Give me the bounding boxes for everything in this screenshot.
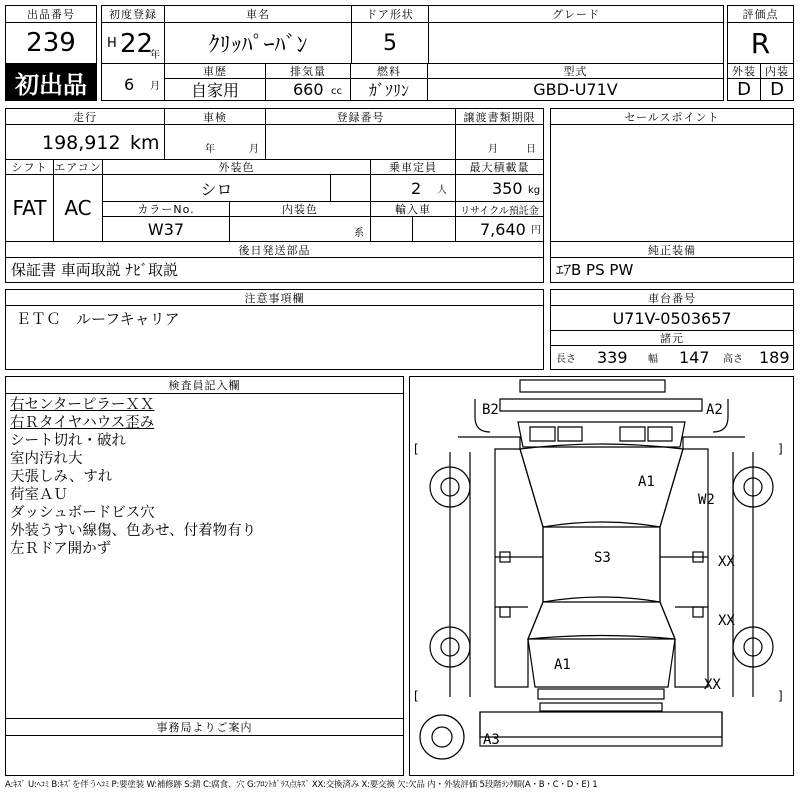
score-header: 評価点 (727, 5, 794, 23)
shift-header: シフト (5, 159, 54, 175)
color-number-header: カラーNo. (102, 201, 230, 217)
height-value: 189 (759, 348, 790, 367)
office-guidance-header: 事務局よりご案内 (5, 718, 404, 736)
seats-unit: 人 (437, 185, 447, 196)
notes-text: ＥＴＣ ルーフキャリア (16, 310, 180, 328)
notes (5, 305, 544, 370)
lot-number: 239 (5, 22, 97, 64)
history-header: 車歴 (164, 63, 266, 79)
color-number: W37 (102, 216, 230, 242)
registration-month: 6 (124, 75, 135, 94)
interior-grade-header: 内装 (760, 63, 794, 79)
damage-mark-a1: A1 (638, 474, 655, 490)
fuel-header: 燃料 (350, 63, 428, 79)
inspector-note: 左Ｒドア開かず (10, 541, 112, 557)
inspector-note: 荷室ＡＵ (10, 487, 68, 503)
genuine-equipment (550, 257, 794, 283)
car-name-header: 車名 (164, 5, 352, 23)
model-code: GBD-U71V (427, 78, 724, 101)
interior-grade: D (760, 78, 794, 101)
month-unit: 月 (150, 81, 160, 92)
inspector-notes-header: 検査員記入欄 (5, 376, 404, 394)
year-unit: 年 (150, 50, 160, 61)
damage-mark-xx: XX (718, 613, 735, 629)
first-registration-month (101, 63, 165, 101)
height-label: 高さ (723, 354, 743, 365)
exterior-color-extra (330, 174, 371, 202)
damage-mark-a1: A1 (554, 657, 571, 673)
shaken-expiry (164, 124, 266, 160)
damage-diagram (409, 376, 794, 776)
mileage-unit: km (130, 132, 160, 154)
ac: AC (53, 174, 103, 242)
office-guidance (5, 735, 404, 776)
legend: A:ｷｽﾞ U:ﾍｺﾐ B:ｷｽﾞを伴うﾍｺﾐ P:要塗装 W:補修跡 S:錆 C:腐食、穴 G:ﾌﾛﾝﾄｶﾞﾗｽ点ｷｽﾞ XX:交換済み X:要交換 欠:欠品 内・外装評価 5段階ﾗﾝｸ順(A・B・C・D・E) 1 (5, 780, 598, 790)
genuine-equipment-text: ｴｱB PS PW (556, 261, 634, 279)
door-type-header: ドア形状 (351, 5, 429, 23)
width-label: 幅 (648, 354, 658, 365)
mileage (5, 124, 165, 160)
transfer-day-unit: 日 (526, 144, 536, 155)
car-history: 自家用 (164, 78, 266, 101)
recycle-fee-value: 7,640 (480, 220, 526, 239)
era: H (107, 36, 117, 51)
import-car (370, 216, 413, 242)
car-outline-diagram (410, 377, 793, 775)
import-car-extra (412, 216, 456, 242)
max-load (455, 174, 544, 202)
max-load-header: 最大積載量 (455, 159, 544, 175)
width-value: 147 (679, 348, 710, 367)
first-listing-badge: 初出品 (5, 63, 97, 101)
later-parts-header: 後日発送部品 (5, 241, 544, 258)
later-parts (5, 257, 544, 283)
exterior-grade: D (727, 78, 761, 101)
car-name: ｸﾘｯﾊﾟｰﾊﾞﾝ (164, 22, 352, 64)
interior-color-header: 内装色 (229, 201, 371, 217)
later-parts-text: 保証書 車両取説 ﾅﾋﾞ取説 (11, 261, 179, 279)
shaken-year-unit: 年 (205, 144, 215, 155)
recycle-fee-unit: 円 (531, 225, 541, 236)
bracket-close: ] (778, 689, 783, 703)
displacement-unit: cc (331, 86, 342, 97)
interior-color (229, 216, 371, 242)
displacement (265, 78, 351, 101)
exterior-grade-header: 外装 (727, 63, 761, 79)
genuine-equipment-header: 純正装備 (550, 241, 794, 258)
door-type: 5 (351, 22, 429, 64)
damage-mark-b2: B2 (482, 402, 499, 418)
seats-value: 2 (411, 179, 422, 198)
fuel-type: ｶﾞｿﾘﾝ (350, 78, 428, 101)
bracket-open: [ (414, 689, 419, 703)
length-value: 339 (597, 348, 628, 367)
inspector-note: 右センターピラーＸＸ (10, 397, 155, 413)
length-label: 長さ (556, 354, 576, 365)
model-code-header: 型式 (427, 63, 724, 79)
grade-header: グレード (428, 5, 724, 23)
first-registration-header: 初度登録 (101, 5, 165, 23)
ac-header: エアコン (54, 161, 102, 174)
transfer-deadline (455, 124, 544, 160)
overall-score: R (727, 22, 794, 64)
bracket-close: ] (778, 442, 783, 456)
inspector-note: 室内汚れ大 (10, 451, 83, 467)
damage-mark-a3: A3 (483, 732, 500, 748)
exterior-color-header: 外装色 (102, 159, 371, 175)
shaken-month-unit: 月 (249, 144, 259, 155)
interior-color-unit: 系 (354, 228, 364, 239)
exterior-color: シロ (102, 174, 331, 202)
inspector-note: 右Ｒタイヤハウス歪み (10, 415, 155, 431)
displacement-header: 排気量 (265, 63, 351, 79)
damage-mark-xx: XX (704, 677, 721, 693)
transfer-deadline-header: 譲渡書類期限 (455, 108, 544, 125)
inspector-note: 外装うすい線傷、色あせ、付着物有り (10, 523, 257, 539)
sales-point (550, 124, 794, 242)
damage-mark-a2: A2 (706, 402, 723, 418)
inspector-note: シート切れ・破れ (10, 433, 126, 449)
specifications-header: 諸元 (550, 330, 794, 346)
chassis-number: U71V-0503657 (550, 305, 794, 331)
inspector-note: 天張しみ、すれ (10, 469, 113, 485)
max-load-value: 350 (492, 179, 523, 198)
mileage-header: 走行 (5, 108, 165, 125)
damage-mark-w2: W2 (698, 492, 715, 508)
dimensions (550, 345, 794, 370)
mileage-value: 198,912 (42, 132, 121, 154)
max-load-unit: kg (528, 185, 541, 196)
seats-header: 乗車定員 (370, 159, 456, 175)
import-header: 輸入車 (370, 201, 456, 217)
bracket-open: [ (414, 442, 419, 456)
inspector-note: ダッシュボードビス穴 (10, 505, 155, 521)
damage-mark-xx: XX (718, 554, 735, 570)
seating-capacity (370, 174, 456, 202)
chassis-number-header: 車台番号 (550, 289, 794, 306)
recycle-fee (455, 216, 544, 242)
damage-mark-s3: S3 (594, 550, 611, 566)
shaken-header: 車検 (164, 108, 266, 125)
recycle-fee-header: リサイクル預託金 (455, 201, 544, 217)
shift-type: FAT (5, 174, 54, 242)
inspector-notes (5, 393, 404, 719)
displacement-value: 660 (293, 80, 324, 99)
registration-year: 22 (120, 29, 154, 59)
grade (428, 22, 724, 64)
notes-header: 注意事項欄 (5, 289, 544, 306)
first-registration-year (101, 22, 165, 64)
plate-number (265, 124, 456, 160)
sales-point-header: セールスポイント (550, 108, 794, 125)
transfer-month-unit: 月 (488, 144, 498, 155)
lot-number-header: 出品番号 (5, 5, 97, 23)
plate-header: 登録番号 (265, 108, 456, 125)
